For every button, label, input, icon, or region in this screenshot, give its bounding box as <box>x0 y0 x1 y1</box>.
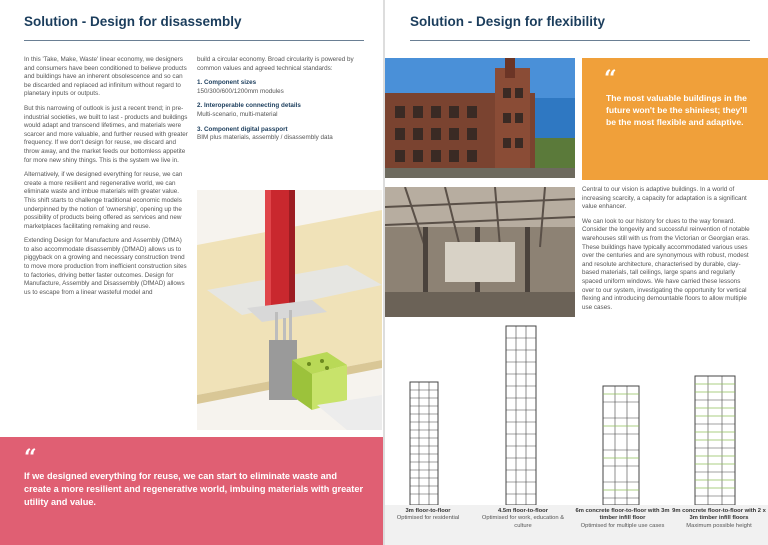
paragraph: Central to our vision is adaptive buildings. In a world of increasing scarcity, a capacity for adaptation is a significant value enhancer. <box>582 186 747 211</box>
paragraph: But this narrowing of outlook is just a recent trend; in pre-industrial societies, we built to last - products and buildings would adapt and transcend lifetimes, and materials were scarcer and more valuable, and further reused with greater frequency. If we don't design for reuse, we discard and throw away, and the market feeds our bottomless appetite for more new shiny things. This is the system we live in. <box>24 104 188 164</box>
quote-mark-icon: “ <box>24 445 37 471</box>
standards-list <box>197 79 367 143</box>
caption-4-5m <box>478 508 568 530</box>
paragraph: Extending Design for Manufacture and Assembly (DfMA) to also accommodate disassembly (DfMAD) allows us to piggyback on a growing and necessary construction trend to move more production from inefficient construction sites to factories, driving better faster outcomes. Design for Manufacture, Assembly and Disassembly (DfMAD) allows us to escape from a linear wasteful model and <box>24 237 187 296</box>
caption-title: 4.5m floor-to-floor <box>498 508 548 514</box>
caption-subtitle: Maximum possible height <box>686 522 752 529</box>
caption-title: 3m floor-to-floor <box>405 508 451 514</box>
right-page-title: Solution - Design for flexibility <box>410 14 606 29</box>
quote-mark-icon: “ <box>604 66 617 92</box>
caption-subtitle: Optimised for work, education & culture <box>481 515 565 529</box>
building-section-6m <box>595 382 655 505</box>
list-item-text: Multi-scenario, multi-material <box>197 110 278 118</box>
pull-quote-text: If we designed everything for reuse, we can start to eliminate waste and create a more resilient and regenerative world, imbuing materials with greater utility and value. <box>24 471 364 507</box>
warehouse-interior-photo <box>385 187 575 317</box>
caption-6m <box>575 508 670 530</box>
caption-3m <box>388 508 468 523</box>
paragraph: In this 'Take, Make, Waste' linear economy, we designers and consumers have been conditioned to believe products and buildings have an inherent obsolescence and so can be discarded and replaced ad infinitum without regard to planetary inputs or outputs. <box>24 56 187 98</box>
connection-detail-illustration <box>197 190 382 430</box>
flexibility-quote-text: The most valuable buildings in the future won't be the shiniest; they'll be the most flexible and adaptive. <box>606 93 748 127</box>
paragraph: We can look to our history for clues to the way forward. Consider the longevity and successful reinvention of notable warehouses still with us from the Victorian or Georgian eras. These buildings have typically accommodated various uses over the centuries and are synonymous with robust, modest and resolute architecture, characterised by durable, clay-based materials, tall ceilings, large spans and regularly spaced uniform windows. We have carried these lessons over to our system, investigating the opportunity for vertical flexing and introducing demountable floors to allow multiple use cases. <box>582 217 750 311</box>
caption-9m <box>672 508 766 530</box>
list-item-text: 150/300/600/1200mm modules <box>197 87 284 95</box>
right-title-rule <box>410 40 750 41</box>
paragraph: Alternatively, if we designed everything for reuse, we can create a more resilient and regenerative world, we can eliminate waste and imbue materials with greater value. This shift starts to challenge traditional economic models underpinned by the notion of 'ownership', opening up the possibility of products being offered as services and new marketplaces facilitating remaking and reuse. <box>24 171 183 230</box>
left-column-1 <box>24 56 188 303</box>
left-title-rule <box>24 40 364 41</box>
building-section-4-5m <box>500 322 560 505</box>
caption-subtitle: Optimised for residential <box>396 515 460 522</box>
right-column <box>582 186 754 318</box>
caption-title: 9m concrete floor-to-floor with 2 x 3m timber infill floors <box>672 508 766 522</box>
building-section-9m <box>685 372 755 505</box>
list-item-heading: 2. Interoperable connecting details <box>197 102 301 110</box>
list-item-heading: 3. Component digital passport <box>197 125 288 133</box>
paragraph: build a circular economy. Broad circularity is powered by common values and agreed technical standards: <box>197 56 354 72</box>
brick-warehouse-photo <box>385 58 575 178</box>
left-column-2 <box>197 56 367 149</box>
list-item-text: BIM plus materials, assembly / disassembly data <box>197 134 333 142</box>
caption-title: 6m concrete floor-to-floor with 3m timber infill floor <box>575 508 670 522</box>
building-section-3m <box>400 378 470 505</box>
left-page-title: Solution - Design for disassembly <box>24 14 242 29</box>
caption-subtitle: Optimised for multiple use cases <box>580 522 665 529</box>
list-item-heading: 1. Component sizes <box>197 79 257 87</box>
